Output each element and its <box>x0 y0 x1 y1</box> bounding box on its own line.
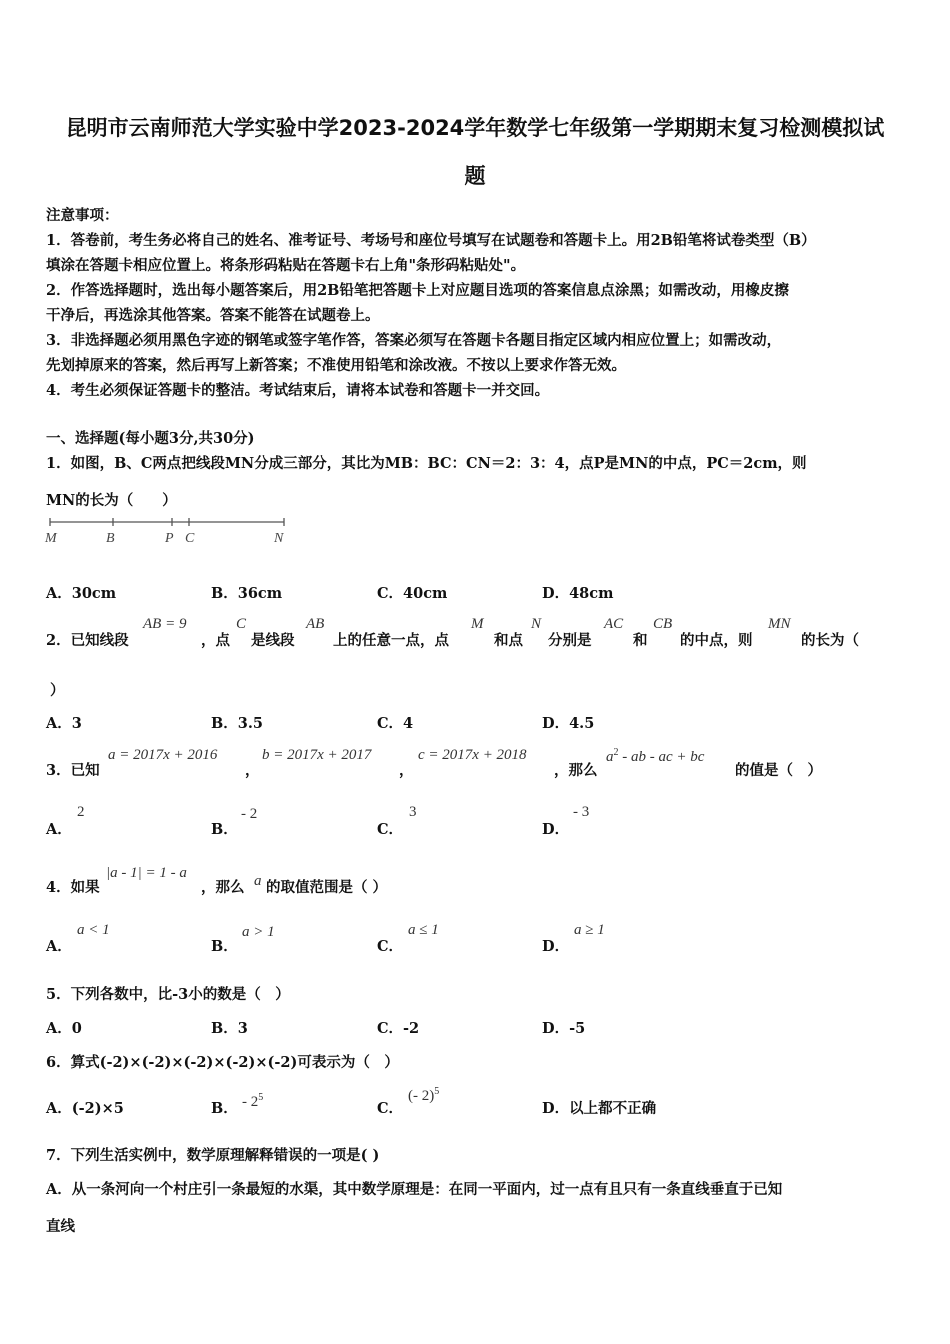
q4-math-abs: |a - 1| = 1 - a <box>106 865 187 881</box>
label-n: N <box>274 531 284 546</box>
page-title: 昆明市云南师范大学实验中学2023-2024学年数学七年级第一学期期末复习检测模拟试 <box>65 116 885 140</box>
q3-text: ， <box>399 762 414 779</box>
q3-math-b: b = 2017x + 2017 <box>262 747 372 763</box>
q6-text: 6．算式(-2)×(-2)×(-2)×(-2)×(-2)可表示为（ ） <box>46 1054 399 1071</box>
q3-text: ， <box>245 762 260 779</box>
q2-text: 和点 <box>494 632 523 649</box>
q5-option-b: B．3 <box>211 1020 248 1037</box>
q2-math-ab9: AB = 9 <box>143 616 187 632</box>
q3-option-b-value: - 2 <box>241 806 258 822</box>
q2-text: 的中点，则 <box>680 632 753 649</box>
q4-option-c-label: C． <box>377 938 404 955</box>
q1-option-d: D．48cm <box>542 585 614 602</box>
q3-option-c-label: C． <box>377 821 404 838</box>
q1-option-a: A．30cm <box>46 585 117 602</box>
q2-text-cont: ） <box>50 682 65 699</box>
q5-option-a: A．0 <box>46 1020 82 1037</box>
q4-option-c-value: a ≤ 1 <box>408 922 439 938</box>
q4-text: ，那么 <box>201 879 245 896</box>
q3-math-a: a = 2017x + 2016 <box>108 747 218 763</box>
notice-line: 先划掉原来的答案，然后再写上新答案；不准使用铅笔和涂改液。不按以上要求作答无效。 <box>46 357 626 374</box>
question-1-text: 1．如图，B、C两点把线段MN分成三部分，其比为MB：BC：CN＝2：3：4，点P是MN的中点，PC＝2cm，则 <box>46 455 807 472</box>
q2-math-m: M <box>471 616 484 632</box>
segment-figure <box>44 514 294 550</box>
q4-option-d-label: D． <box>542 938 570 955</box>
q4-option-b-label: B． <box>211 938 238 955</box>
q4-option-d-value: a ≥ 1 <box>574 922 605 938</box>
q6-option-c-base: (- 2) <box>408 1088 435 1104</box>
q2-text: 2．已知线段 <box>46 632 129 649</box>
q2-math-ab: AB <box>306 616 325 632</box>
q3-option-d-label: D． <box>542 821 570 838</box>
q3-math-expr <box>606 747 704 766</box>
q3-option-b-label: B． <box>211 821 238 838</box>
q3-option-c-value: 3 <box>409 804 417 820</box>
q2-text: 是线段 <box>251 632 295 649</box>
q2-option-b: B．3.5 <box>211 715 263 732</box>
section-heading: 一、选择题(每小题3分,共30分) <box>46 430 255 447</box>
q3-option-d-value: - 3 <box>573 804 590 820</box>
q2-option-d: D．4.5 <box>542 715 595 732</box>
notice-line: 干净后，再选涂其他答案。答案不能答在试题卷上。 <box>46 307 380 324</box>
q2-text: 的长为（ <box>801 632 859 649</box>
label-p: P <box>165 531 174 546</box>
q4-option-a-value: a < 1 <box>77 922 110 938</box>
q3-text: 3．已知 <box>46 762 100 779</box>
label-c: C <box>185 531 195 546</box>
q3-math-c: c = 2017x + 2018 <box>418 747 527 763</box>
q2-option-a: A．3 <box>46 715 82 732</box>
q4-option-b-value: a > 1 <box>242 924 275 940</box>
q2-math-mn: MN <box>768 616 791 632</box>
q4-option-a-label: A． <box>46 938 72 955</box>
q2-option-c: C．4 <box>377 715 414 732</box>
q3-math-expr-a: a <box>606 749 614 765</box>
q2-math-cb: CB <box>653 616 673 632</box>
q6-option-c-value <box>408 1086 439 1105</box>
q3-option-a-value: 2 <box>77 804 85 820</box>
q6-option-c-label: C． <box>377 1100 404 1117</box>
notice-line: 3．非选择题必须用黑色字迹的钢笔或签字笔作答，答案必须写在答题卡各题目指定区域内相应位置上；如需改动， <box>46 332 782 349</box>
label-m: M <box>45 531 57 546</box>
notice-line: 1．答卷前，考生务必将自己的姓名、准考证号、考场号和座位号填写在试题卷和答题卡上。用2B铅笔将试卷类型（B） <box>46 232 816 249</box>
q5-option-d: D．-5 <box>542 1020 586 1037</box>
q6-option-b-sup: 5 <box>258 1092 264 1103</box>
question-1-text-cont: MN的长为（ ） <box>46 492 177 509</box>
q5-text: 5．下列各数中，比-3小的数是（ ） <box>46 986 290 1003</box>
q3-option-a-label: A． <box>46 821 72 838</box>
page-title-cont: 题 <box>464 164 486 188</box>
label-b: B <box>106 531 115 546</box>
notice-line: 填涂在答题卡相应位置上。将条形码粘贴在答题卡右上角"条形码粘贴处"。 <box>46 257 526 274</box>
q3-text: 的值是（ ） <box>735 762 822 779</box>
q6-option-b-value <box>242 1092 263 1111</box>
q6-option-b-base: - 2 <box>242 1094 259 1110</box>
q6-option-c-sup: 5 <box>434 1086 440 1097</box>
q2-math-ac: AC <box>604 616 624 632</box>
notice-heading: 注意事项： <box>46 207 119 224</box>
q3-math-expr-b: - ab - ac + bc <box>618 749 705 765</box>
q3-math-expr-sup: 2 <box>613 747 619 758</box>
q5-option-c: C．-2 <box>377 1020 420 1037</box>
q6-option-a: A．(-2)×5 <box>46 1100 124 1117</box>
q7-text: 7．下列生活实例中，数学原理解释错误的一项是( ) <box>46 1147 380 1164</box>
q1-option-b: B．36cm <box>211 585 283 602</box>
q7-option-a-cont: 直线 <box>46 1218 75 1235</box>
q6-option-b-label: B． <box>211 1100 238 1117</box>
q3-text: ，那么 <box>554 762 598 779</box>
q2-math-c: C <box>236 616 247 632</box>
q4-math-a: a <box>254 873 262 889</box>
q2-text: 上的任意一点，点 <box>333 632 449 649</box>
q2-text: 和 <box>633 632 648 649</box>
q1-option-c: C．40cm <box>377 585 448 602</box>
q4-text: 4．如果 <box>46 879 100 896</box>
q2-text: ，点 <box>201 632 230 649</box>
q6-option-d: D．以上都不正确 <box>542 1100 657 1117</box>
q2-text: 分别是 <box>548 632 592 649</box>
notice-line: 2．作答选择题时，选出每小题答案后，用2B铅笔把答题卡上对应题目选项的答案信息点涂黑；如需改动，用橡皮擦 <box>46 282 789 299</box>
q7-option-a: A．从一条河向一个村庄引一条最短的水渠，其中数学原理是：在同一平面内，过一点有且只有一条直线垂直于已知 <box>46 1181 783 1198</box>
q4-text: 的取值范围是（ ） <box>266 879 388 896</box>
q2-math-n: N <box>531 616 542 632</box>
notice-line: 4．考生必须保证答题卡的整洁。考试结束后，请将本试卷和答题卡一并交回。 <box>46 382 550 399</box>
